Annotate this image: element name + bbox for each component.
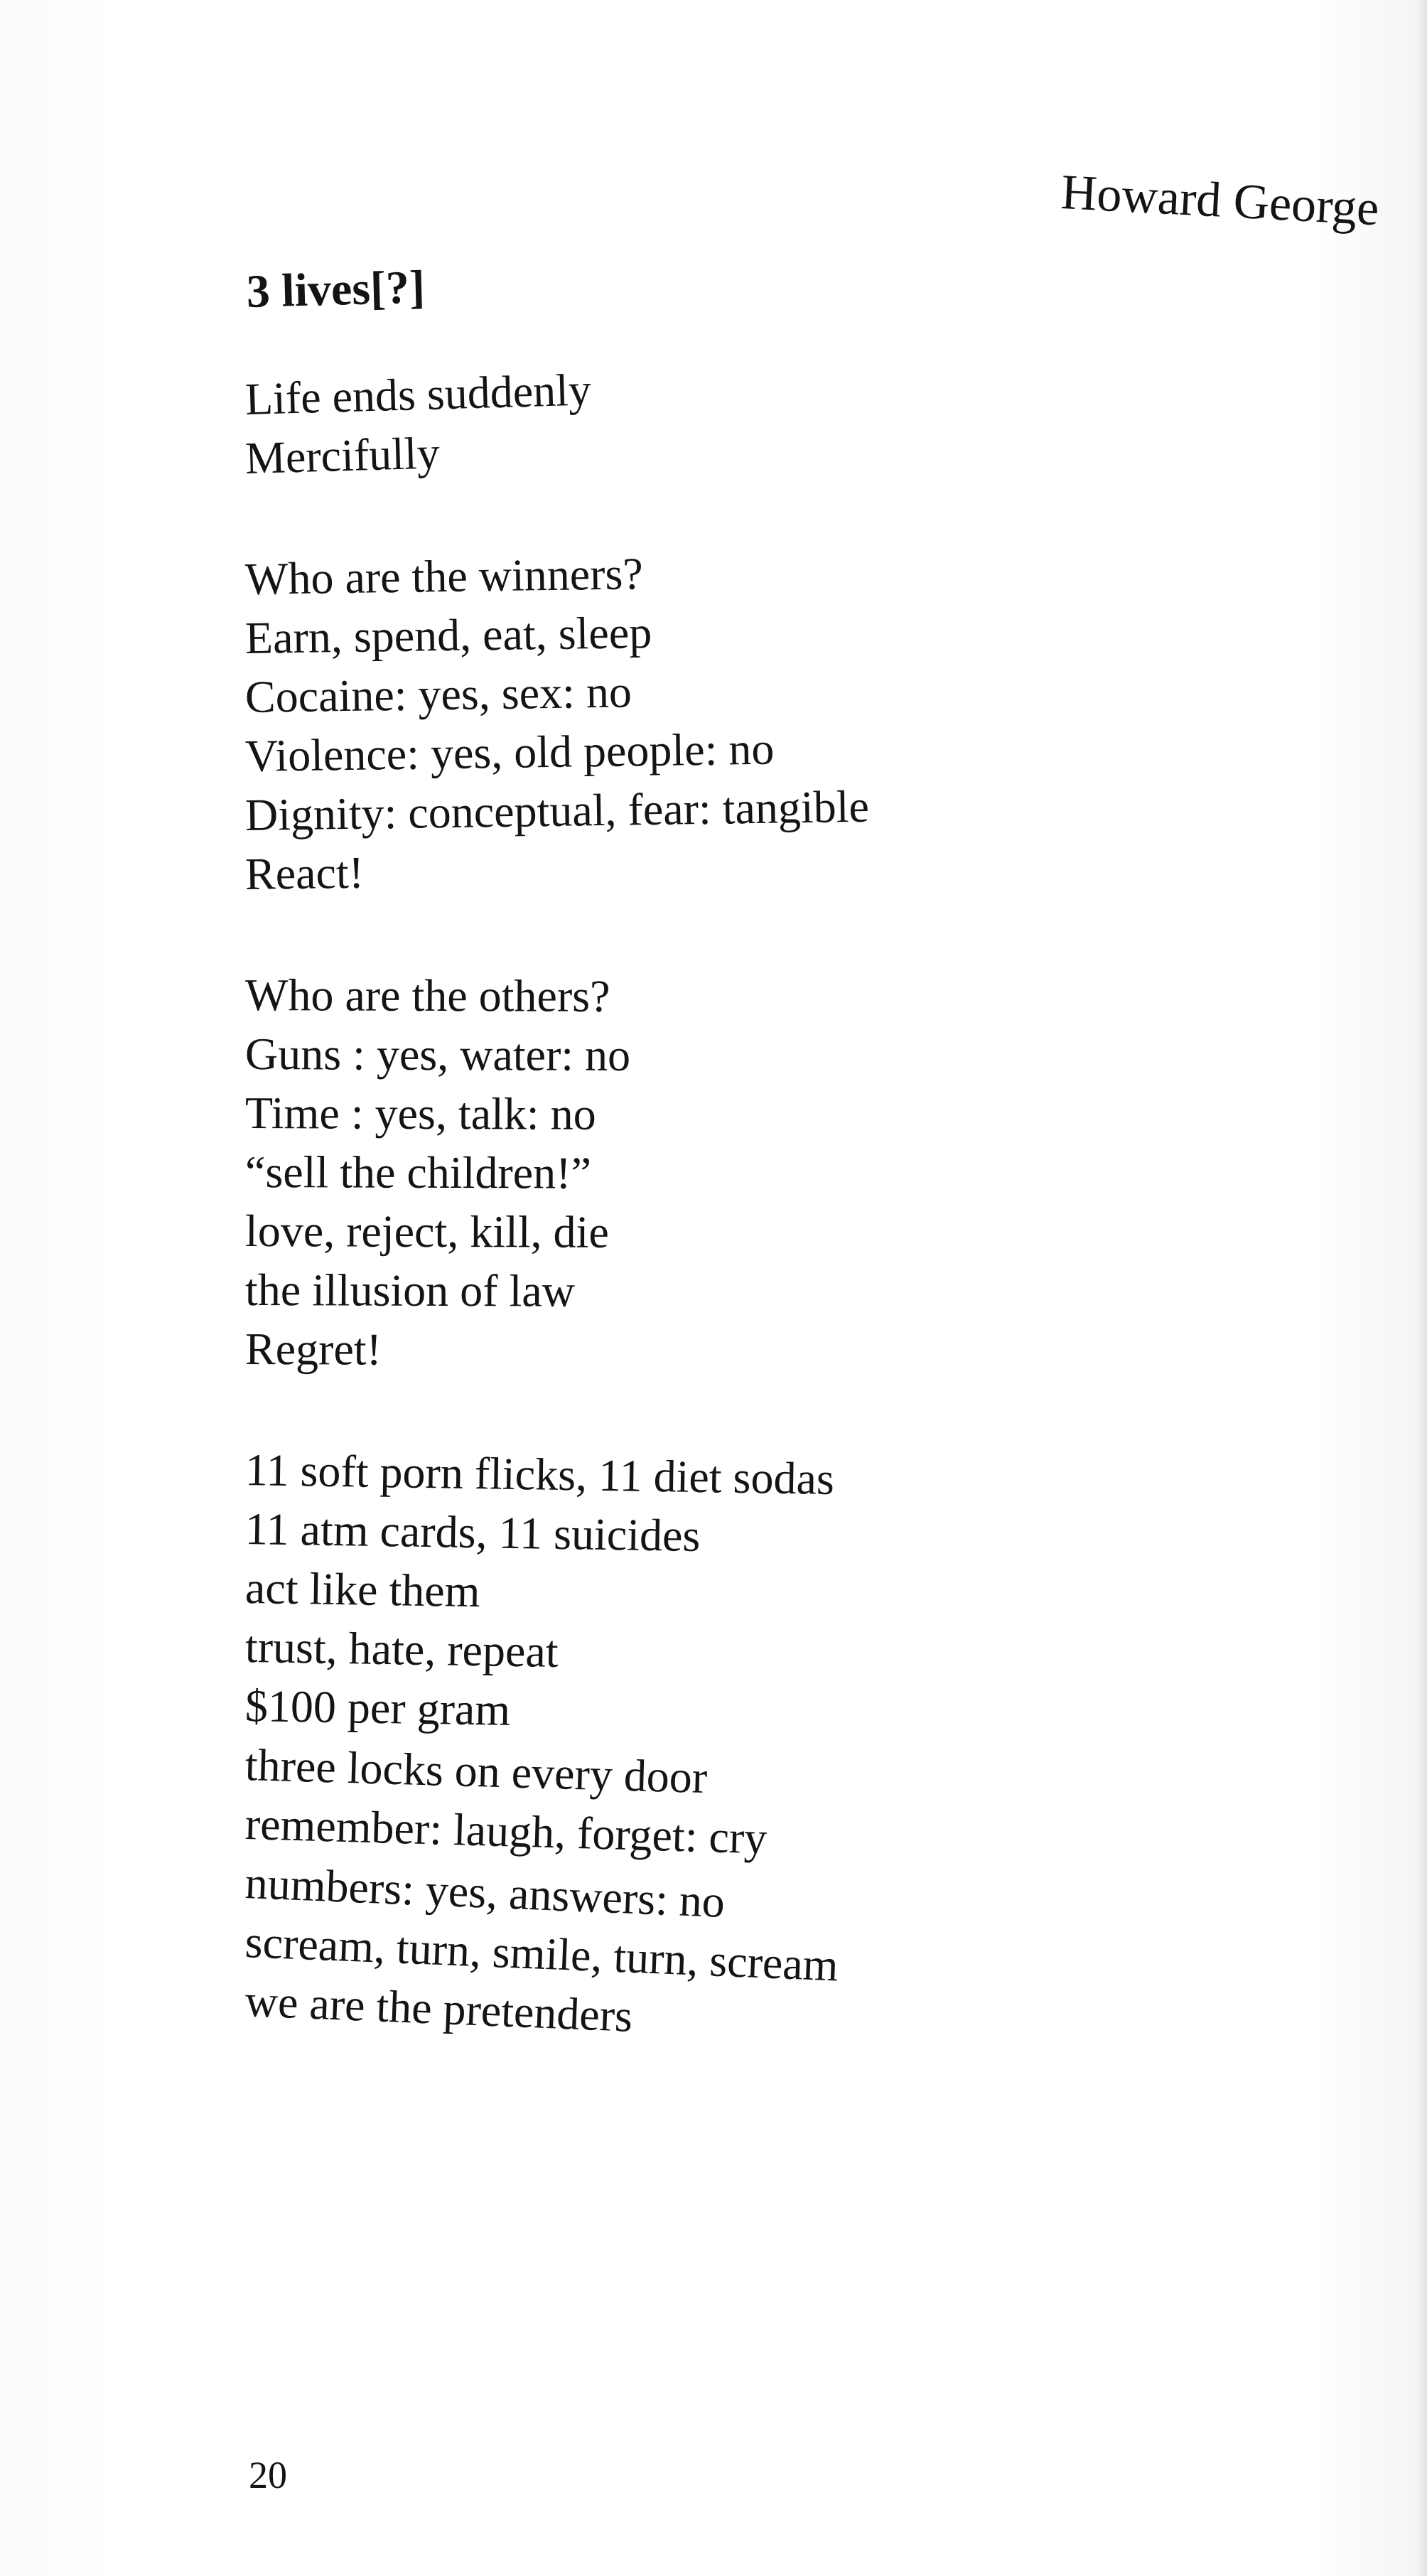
poem-line: 11 soft porn flicks, 11 diet sodas [244, 1444, 835, 1505]
poem-line: Who are the others? [244, 970, 610, 1021]
poem-line: we are the pretenders [244, 1975, 634, 2041]
poem-line: numbers: yes, answers: no [244, 1857, 726, 1928]
page-edge-shadow [1417, 0, 1427, 2576]
poem-line: the illusion of law [244, 1265, 576, 1316]
poem-line: Dignity: conceptual, fear: tangible [244, 780, 870, 840]
poem-line: Life ends suddenly [244, 364, 592, 424]
poem-line: Regret! [244, 1324, 382, 1375]
poem-line: Mercifully [244, 427, 441, 483]
running-header-author: Howard George [1060, 165, 1381, 237]
poem-line: $100 per gram [244, 1680, 511, 1735]
poem-line: act like them [244, 1562, 481, 1617]
poem-stanza-1 [244, 364, 1169, 488]
poem-line: trust, hate, repeat [244, 1621, 559, 1677]
poem-line: “sell the children!” [244, 1147, 591, 1198]
poem-line: love, reject, kill, die [244, 1206, 609, 1257]
poem-line: scream, turn, smile, turn, scream [244, 1916, 840, 1991]
poem-line: remember: laugh, forget: cry [244, 1798, 768, 1864]
page-number: 20 [249, 2454, 287, 2496]
poem-line: 11 atm cards, 11 suicides [244, 1503, 701, 1562]
poem-line: Time : yes, talk: no [244, 1088, 596, 1139]
poem-line: Guns : yes, water: no [244, 1029, 631, 1080]
poem-stanza-4 [244, 1440, 1169, 2041]
poem-title: 3 lives[?] [245, 261, 426, 318]
poem-line: three locks on every door [244, 1739, 709, 1803]
poem-line: Who are the winners? [244, 548, 644, 604]
poem-line: Cocaine: yes, sex: no [244, 666, 632, 722]
poem-line: Earn, spend, eat, sleep [244, 607, 652, 663]
poem-stanza-2 [245, 549, 1169, 903]
poem-stanza-3 [245, 965, 1169, 1378]
poem-line: React! [244, 847, 365, 899]
poem-line: Violence: yes, old people: no [244, 723, 775, 781]
poem-body [244, 364, 1169, 2092]
